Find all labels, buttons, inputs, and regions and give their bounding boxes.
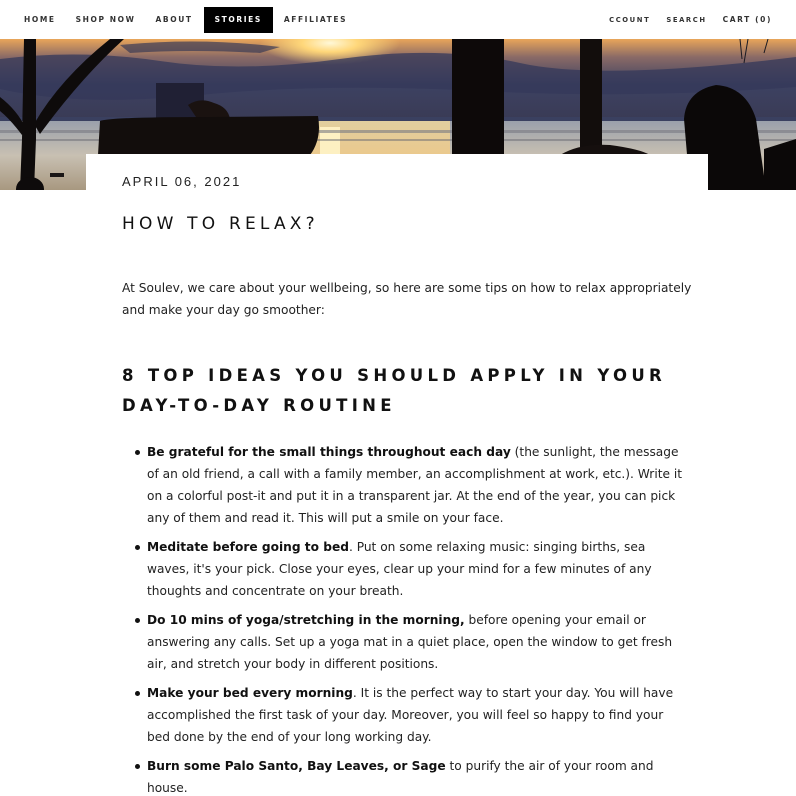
- article-subheading: 8 TOP IDEAS YOU SHOULD APPLY IN YOUR DAY-TO-DAY ROUTINE: [122, 366, 667, 415]
- utility-menu: [601, 7, 782, 33]
- article-card: [86, 154, 708, 796]
- nav-home[interactable]: HOME: [24, 15, 56, 24]
- nav-shop-now[interactable]: SHOP NOW: [75, 15, 136, 24]
- nav-stories[interactable]: STORIES: [204, 7, 273, 33]
- tip-bold: Burn some Palo Santo, Bay Leaves, or Sage: [147, 759, 446, 773]
- tip-item: [122, 755, 690, 796]
- nav-about[interactable]: ABOUT: [155, 15, 193, 24]
- tip-item: [122, 441, 690, 529]
- tip-item: [122, 682, 690, 748]
- top-navigation: [0, 0, 796, 39]
- tip-bold: Meditate before going to bed: [147, 540, 349, 554]
- article-title: HOW TO RELAX?: [122, 214, 319, 234]
- article-intro: At Soulev, we care about your wellbeing, so here are some tips on how to relax appropriately and make your day go smoother:: [122, 281, 692, 317]
- tip-text: before opening your email or answering any calls. Set up a yoga mat in a quiet place, open the window to get fresh air, and stretch your body in different positions.: [147, 613, 673, 671]
- tip-item: [122, 609, 690, 675]
- tip-bold: Do 10 mins of yoga/stretching in the morning,: [147, 613, 465, 627]
- tip-text: . It is the perfect way to start your day. You will have accomplished the first task of your day. Moreover, you will feel so happy to find your bed done by the end of your long working day.: [147, 686, 674, 744]
- article-date: APRIL 06, 2021: [122, 174, 242, 189]
- nav-cart[interactable]: CART (0): [722, 15, 772, 24]
- tip-text: (the sunlight, the message of an old friend, a call with a family member, an accomplishment at work, etc.). Write it on a colorful post-it and put it in a transparent jar. At the end of the year, you can pick any of them and read it. This will put a smile on your face.: [147, 445, 683, 525]
- tip-text: . Put on some relaxing music: singing births, sea waves, it's your pick. Close your eyes, clear up your mind for a few minutes of any thoughts and concentrate on your breath.: [147, 540, 652, 598]
- tip-bold: Make your bed every morning: [147, 686, 353, 700]
- tip-bold: Be grateful for the small things throughout each day: [147, 445, 511, 459]
- tips-list: [122, 441, 690, 796]
- tip-item: [122, 536, 690, 602]
- tip-text: to purify the air of your room and house.: [147, 759, 654, 795]
- main-menu: [14, 7, 357, 33]
- nav-affiliates[interactable]: AFFILIATES: [283, 15, 348, 24]
- nav-search[interactable]: SEARCH: [666, 16, 707, 24]
- nav-account[interactable]: CCOUNT: [609, 16, 651, 24]
